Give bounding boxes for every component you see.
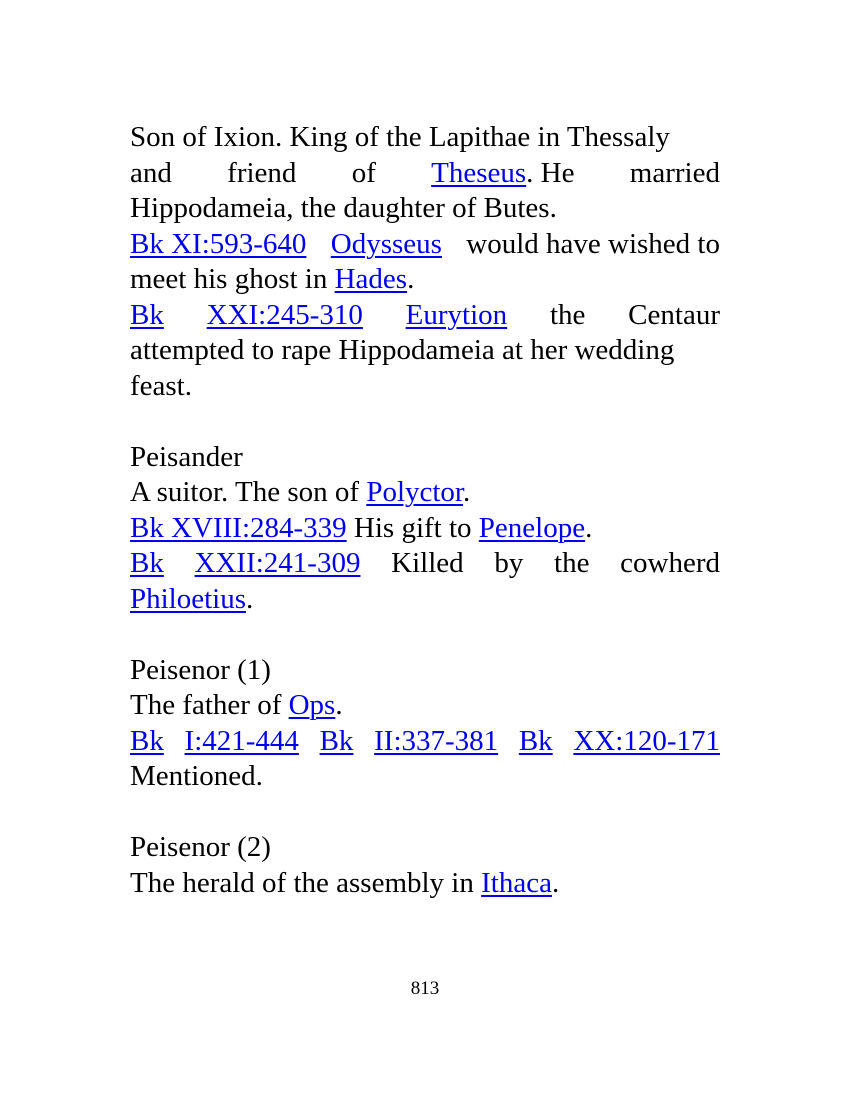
entry-heading: Peisenor (2) [130, 831, 271, 863]
entry-line [130, 120, 720, 156]
entry-line: A suitor. The son of Polyctor. [130, 476, 471, 508]
entry-line [130, 156, 720, 192]
entry-spacer [130, 617, 720, 653]
link-bk-xxi-245-310-bk[interactable]: Bk [130, 298, 164, 331]
entry-line: meet his ghost in Hades. [130, 263, 415, 295]
desc-text: The father of [130, 689, 282, 721]
entry-line [130, 227, 720, 263]
link-ops[interactable]: Ops [288, 689, 336, 721]
link-odysseus[interactable]: Odysseus [330, 227, 442, 260]
word: . He [526, 156, 575, 189]
entry-spacer [130, 404, 720, 440]
word: and [130, 156, 172, 189]
link-bk-ii-337-381-bk[interactable]: Bk [319, 724, 354, 757]
word: Centaur [628, 298, 720, 331]
entry-line: Philoetius. [130, 582, 254, 615]
link-philoetius[interactable]: Philoetius [130, 582, 247, 615]
link-bk-i-421-444-bk[interactable]: Bk [130, 724, 164, 757]
word: Killed [391, 547, 464, 579]
word: married [629, 156, 720, 189]
word: the [554, 547, 590, 579]
link-hades[interactable]: Hades [334, 263, 408, 295]
link-bk-xviii-284-339[interactable]: Bk XVIII:284-339 [130, 511, 347, 544]
link-bk-xx-120-171-bk[interactable]: Bk [518, 724, 553, 757]
entry-line: Bk XVIII:284-339 His gift to Penelope. [130, 511, 593, 544]
entry-line [130, 724, 720, 760]
link-bk-xi-593-640[interactable]: Bk XI:593-640 [130, 227, 307, 260]
link-bk-xxii-241-309-num[interactable]: XXII:241-309 [194, 547, 361, 579]
entry-heading: Peisander [130, 440, 243, 473]
entry-line: Mentioned. [130, 760, 263, 792]
desc-text: A suitor. The son of [130, 476, 360, 508]
entry-line: Hippodameia, the daughter of Butes. [130, 192, 557, 224]
desc-text: The herald of the assembly in [130, 866, 474, 899]
word: the [549, 298, 586, 331]
link-bk-xx-120-171-num[interactable]: XX:120-171 [573, 724, 720, 757]
entry-line: The herald of the assembly in Ithaca. [130, 866, 560, 899]
theseus-group [431, 156, 574, 192]
link-ithaca[interactable]: Ithaca [481, 866, 552, 899]
link-bk-xxi-245-310-num[interactable]: XXI:245-310 [206, 298, 363, 331]
entry-line [130, 546, 720, 582]
entry-line: The father of Ops. [130, 689, 343, 721]
word: friend [227, 156, 297, 189]
ref-text: would have wished to [466, 227, 720, 260]
link-polyctor[interactable]: Polyctor [366, 476, 463, 508]
entry-line: attempted to rape Hippodameia at her wedding [130, 334, 675, 366]
word: Son of Ixion. King of the Lapithae in Thessaly [130, 121, 670, 153]
entry-line: feast. [130, 369, 192, 402]
link-bk-xxii-241-309-bk[interactable]: Bk [130, 547, 164, 579]
link-bk-i-421-444-num[interactable]: I:421-444 [184, 724, 299, 757]
word: of [351, 156, 376, 189]
link-penelope[interactable]: Penelope [478, 511, 586, 544]
word: by [494, 547, 524, 579]
link-eurytion[interactable]: Eurytion [405, 298, 508, 331]
entry-heading: Peisenor (1) [130, 653, 271, 686]
page-number: 813 [410, 978, 440, 999]
ref-text: His gift to [353, 511, 472, 544]
word: cowherd [620, 547, 720, 579]
entry-spacer [130, 795, 720, 831]
link-bk-ii-337-381-num[interactable]: II:337-381 [374, 724, 499, 757]
ref-text: meet his ghost in [130, 263, 328, 295]
entry-line [130, 298, 720, 334]
page-content [130, 120, 720, 901]
link-theseus[interactable]: Theseus [431, 156, 527, 189]
